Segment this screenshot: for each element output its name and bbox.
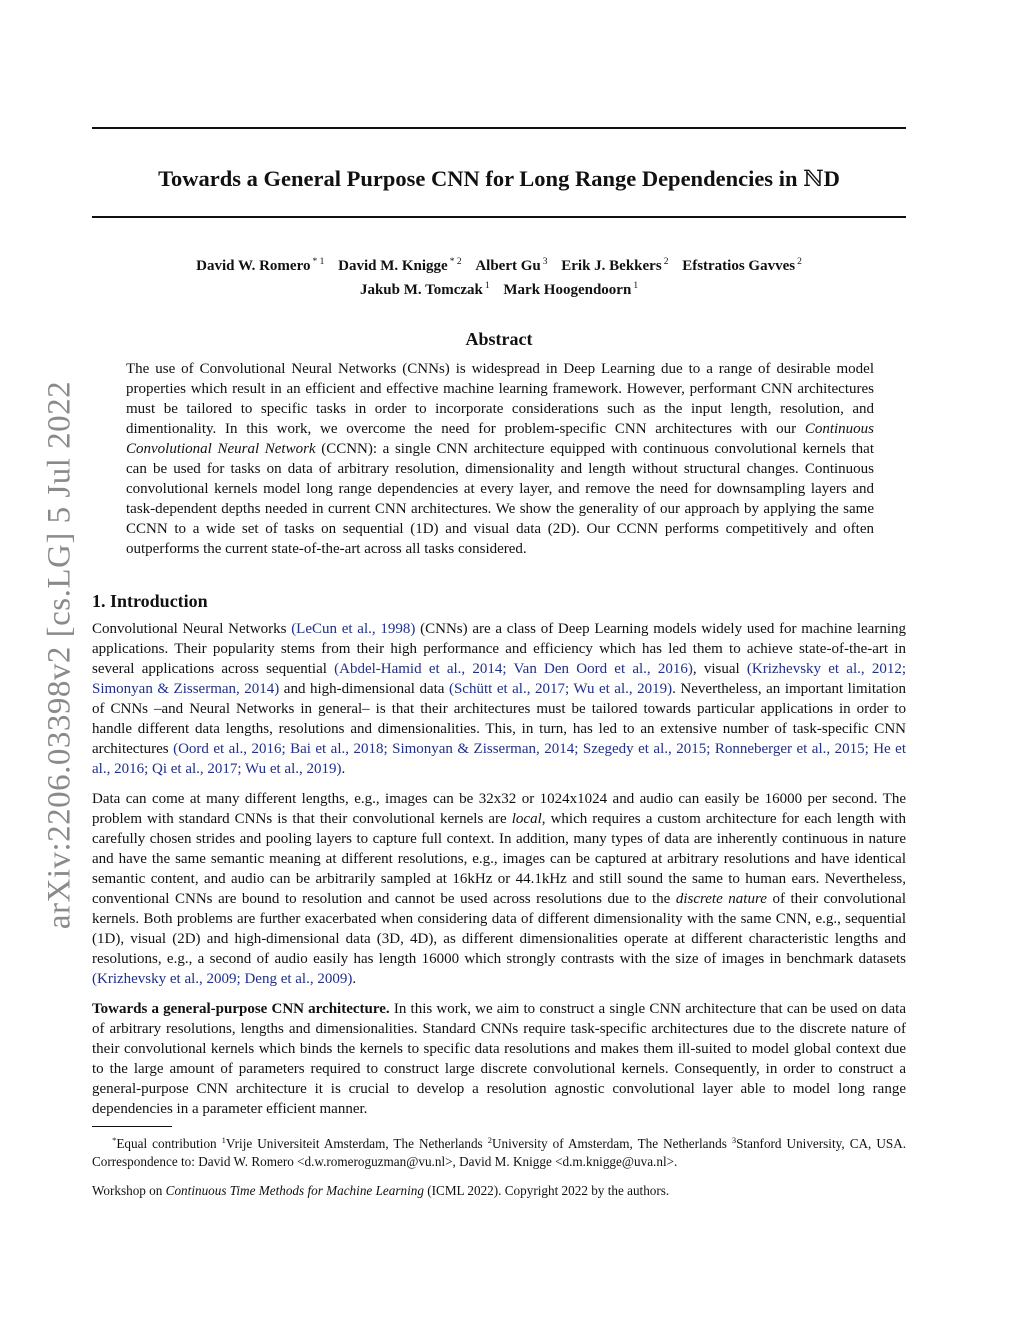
citation-link[interactable]: (Schütt et al., 2017; Wu et al., 2019) — [448, 681, 673, 697]
author-list — [92, 252, 906, 300]
footnote: *Equal contribution $^1$Vrije Universiteit Amsterdam, The Netherlands $^2$University of Amsterdam, The Netherlands $^3$Stanford University, CA, USA. Correspondence to: David W. Romero <d.w.romeroguzman@vu.nl>, David M. Knigge <d.m.knigge@uva.nl>. — [92, 1135, 907, 1169]
paragraph-heading: Towards a general-purpose CNN architecture. — [92, 1001, 390, 1017]
intro-paragraph-2: Data can come at many different lengths, e.g., images can be 32x32 or 1024x1024 and audio can easily be 16000 per second. The problem with standard CNNs is that their convolutional kernels are local, which requires a custom architecture for each length with carefully chosen strides and pooling layers to capture full context. In addition, many types of data are inherently continuous in nature and have the same semantic meaning at different resolutions, e.g., images can be captured at arbitrary resolutions and have identical semantic content, and audio can be arbitrarily sampled at 16kHz or 44.1kHz and still sound the same to human ears. Nevertheless, conventional CNNs are bound to resolution and cannot be used across resolutions due to the discrete nature of their convolutional kernels. Both problems are further exacerbated when considering data of different dimensionality with the same CNN, e.g., sequential (1D), visual (2D) and high-dimensional data (3D, 4D), as different dimensionalities operate at different characteristic lengths and resolutions, e.g., a second of audio easily has length 16000 which strongly contrasts with the size of images in benchmark datasets (Krizhevsky et al., 2009; Deng et al., 2009). — [92, 791, 906, 987]
author-line-2 — [92, 276, 906, 300]
citation-link[interactable]: (Oord et al., 2016; Bai et al., 2018; Simonyan & Zisserman, 2014; Szegedy et al., 2015; Ronneberger et al., 2015; He et al., 2016; Qi et al., 2017; Wu et al., 2019) — [92, 741, 907, 777]
author-line-1 — [92, 252, 906, 276]
affiliation-mark: 2 — [663, 257, 669, 267]
affiliation-mark: 1 — [484, 281, 490, 291]
affiliation-mark: * 1 — [312, 257, 325, 267]
arxiv-identifier: arXiv:2206.03398v2 [cs.LG] 5 Jul 2022 — [41, 380, 78, 930]
affiliation-mark: * 2 — [449, 257, 462, 267]
section-heading-introduction: 1. Introduction — [92, 591, 208, 611]
citation-link[interactable]: (Abdel-Hamid et al., 2014; Van Den Oord et al., 2016) — [334, 661, 693, 677]
citation-link[interactable]: (Krizhevsky et al., 2009; Deng et al., 2009) — [92, 971, 353, 987]
paper-title — [92, 164, 906, 194]
author: Mark Hoogendoorn $^1$ — [503, 281, 639, 298]
author: Albert Gu $^3$ — [475, 257, 548, 274]
intro-paragraph-1: Convolutional Neural Networks (LeCun et al., 1998) (CNNs) are a class of Deep Learning models widely used for machine learning applications. Their popularity stems from their high performance and efficiency which has led them to achieve state-of-the-art in several applications across sequential (Abdel-Hamid et al., 2014; Van Den Oord et al., 2016), visual (Krizhevsky et al., 2012; Simonyan & Zisserman, 2014) and high-dimensional data (Schütt et al., 2017; Wu et al., 2019). Nevertheless, an important limitation of CNNs –and Neural Networks in general– is that their architectures must be tailored towards particular applications in order to handle different data lengths, resolutions and dimensionalities. This, in turn, has led to an extensive number of task-specific CNN architectures (Oord et al., 2016; Bai et al., 2018; Simonyan & Zisserman, 2014; Szegedy et al., 2015; Ronneberger et al., 2015; He et al., 2016; Qi et al., 2017; Wu et al., 2019). — [92, 621, 907, 777]
citation-link[interactable]: (LeCun et al., 1998) — [291, 621, 416, 637]
footnote-rule — [92, 1126, 172, 1127]
citation-link[interactable]: (Krizhevsky et al., 2012; Simonyan & Zisserman, 2014) — [92, 661, 906, 697]
author: David W. Romero $^{* 1}$ — [196, 257, 325, 274]
affiliation-mark: 3 — [542, 257, 548, 267]
title-rule-bottom — [92, 216, 906, 218]
venue-note: Workshop on Continuous Time Methods for Machine Learning (ICML 2022). Copyright 2022 by the authors. — [92, 1183, 670, 1198]
author: David M. Knigge $^{* 2}$ — [338, 257, 462, 274]
title-rule-top — [92, 127, 906, 129]
emphasis: Continuous Time Methods for Machine Learning — [165, 1183, 424, 1198]
title-tail: D — [823, 166, 840, 191]
title-symbol: ℕ — [803, 166, 824, 192]
author: Erik J. Bekkers $^2$ — [561, 257, 669, 274]
emphasis: local — [511, 811, 542, 827]
author: Jakub M. Tomczak $^1$ — [359, 281, 490, 298]
affiliation-mark: 1 — [633, 281, 639, 291]
intro-paragraph-3: Towards a general-purpose CNN architecture. In this work, we aim to construct a single CNN architecture that can be used on data of arbitrary resolutions, lengths and dimensionalities. Standard CNNs require task-specific architectures due to the discrete nature of their convolutional kernels which binds the kernels to specific data resolutions and makes them ill-suited to model global context due to the large amount of parameters required to construct large discrete convolutional kernels. Consequently, in order to construct a general-purpose CNN architecture it is crucial to develop a resolution agnostic convolutional layer able to model long range dependencies in a parameter efficient manner. — [92, 1001, 906, 1117]
emphasis: Continuous Convolutional Neural Network — [126, 421, 874, 457]
affiliation-mark: 2 — [797, 257, 802, 267]
abstract-text: The use of Convolutional Neural Networks (CNNs) is widespread in Deep Learning due to a range of desirable model properties which result in an efficient and effective machine learning framework. However, performant CNN architectures must be tailored to specific tasks in order to incorporate considerations such as the input length, resolution, and dimentionality. In this work, we overcome the need for problem-specific CNN architectures with our Continuous Convolutional Neural Network (CCNN): a single CNN architecture equipped with continuous convolutional kernels that can be used for tasks on data of arbitrary resolution, dimensionality and length without structural changes. Continuous convolutional kernels model long range dependencies at every layer, and remove the need for downsampling layers and task-dependent depths needed in current CNN architectures. We show the generality of our approach by applying the same CCNN to a wide set of tasks on sequential (1D) and visual data (2D). Our CCNN performs competitively and often outperforms the current state-of-the-art across all tasks considered. — [126, 361, 874, 557]
abstract-heading: Abstract — [465, 329, 533, 349]
author: Efstratios Gavves $^2$ — [682, 257, 802, 274]
title-text: Towards a General Purpose CNN for Long Range Dependencies in — [158, 166, 804, 191]
emphasis: discrete nature — [675, 891, 767, 907]
